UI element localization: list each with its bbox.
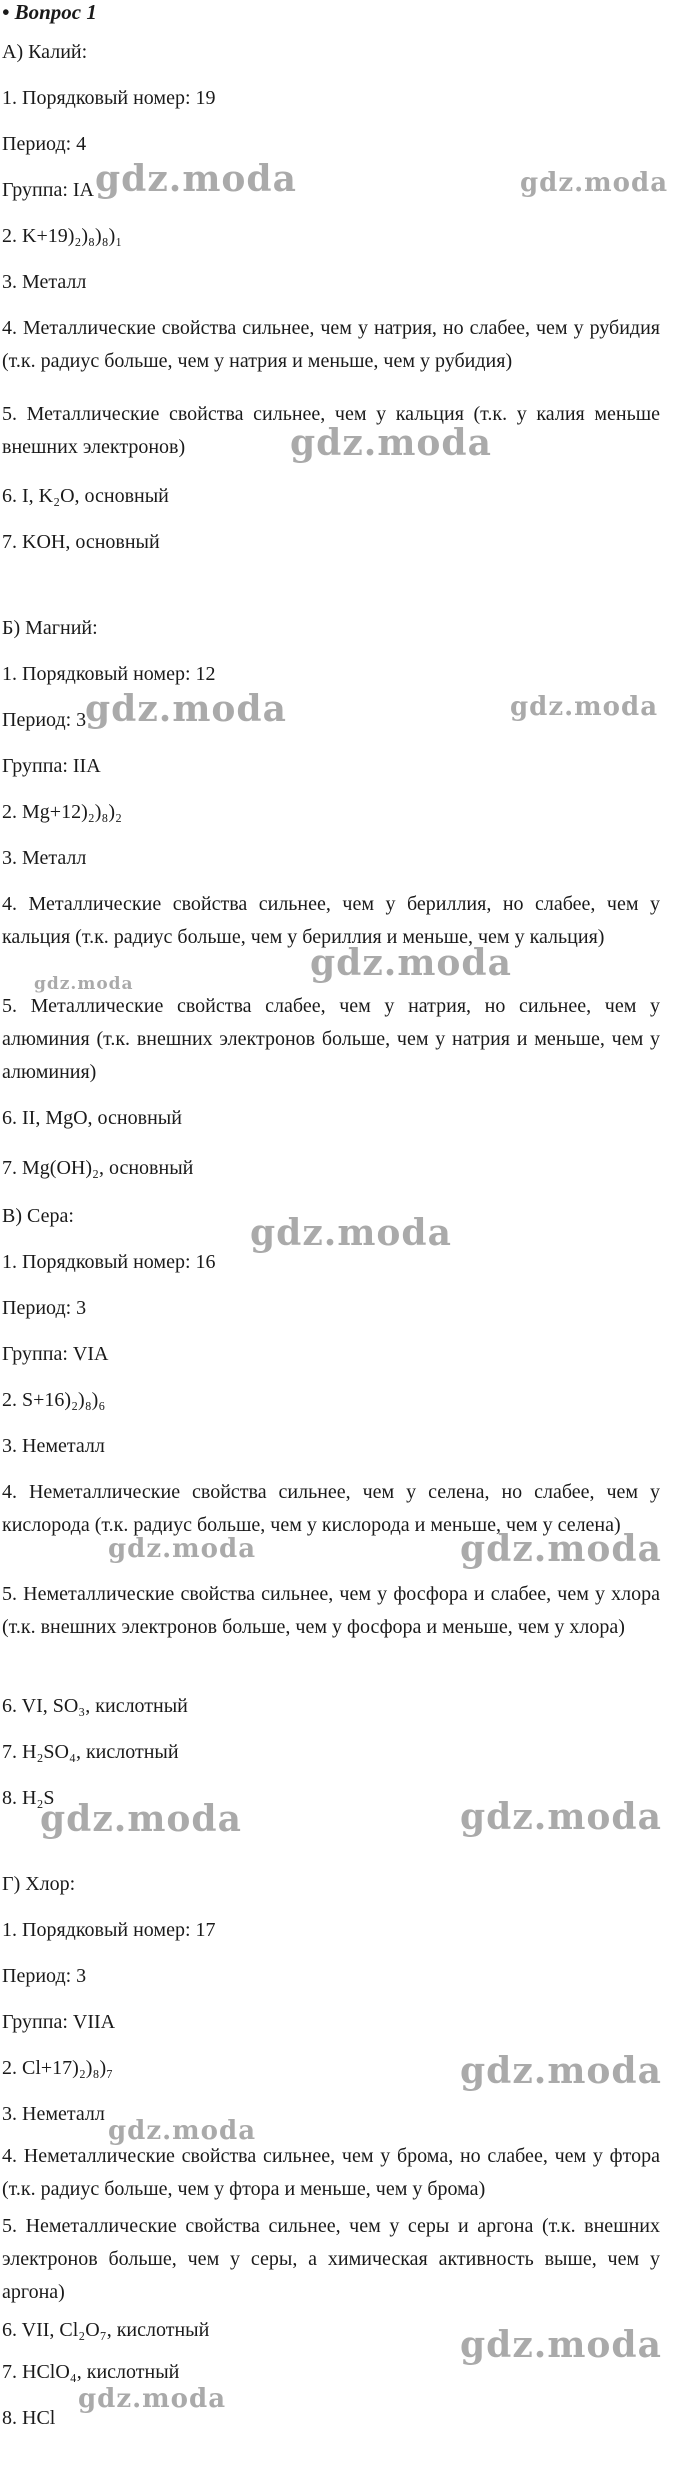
section-a-period: Период: 4 <box>2 133 87 155</box>
section-a-group-comparison: 4. Металлические свойства сильнее, чем у натрия, но слабее, чем у рубидия (т.к. радиус больше, чем у натрия и меньше, чем у рубидия) <box>2 317 660 372</box>
section-b-type: 3. Металл <box>2 847 87 869</box>
question-title: • Вопрос 1 <box>2 0 97 24</box>
watermark: gdz.moda <box>40 1798 242 1840</box>
section-d-acid: 7. HClO₄, кислотный <box>2 2361 180 2383</box>
section-a-period-comparison: 5. Металлические свойства сильнее, чем у кальция (т.к. у калия меньше внешних электронов) <box>2 403 660 458</box>
section-d-group: Группа: VIIA <box>2 2011 116 2033</box>
section-d-oxide: 6. VII, Cl₂O₇, кислотный <box>2 2319 210 2341</box>
section-c-atomic-number: 1. Порядковый номер: 16 <box>2 1251 216 1273</box>
section-c-type: 3. Неметалл <box>2 1435 105 1457</box>
section-c-hydride: 8. H₂S <box>2 1787 55 1809</box>
section-c-group: Группа: VIA <box>2 1343 109 1365</box>
section-b-period-comparison: 5. Металлические свойства слабее, чем у натрия, но сильнее, чем у алюминия (т.к. внешних электронов больше, чем у натрия и меньше, чем у алюминия) <box>2 995 660 1083</box>
watermark: gdz.moda <box>460 1528 662 1570</box>
watermark: gdz.moda <box>460 1796 662 1838</box>
section-b-header: Б) Магний: <box>2 617 98 639</box>
watermark: gdz.moda <box>95 158 297 200</box>
watermark: gdz.moda <box>85 688 287 730</box>
section-b-atomic-number: 1. Порядковый номер: 12 <box>2 663 216 685</box>
section-b-oxide: 6. II, MgO, основный <box>2 1107 182 1129</box>
watermark: gdz.moda <box>78 2384 227 2414</box>
section-d-group-comparison: 4. Неметаллические свойства сильнее, чем у брома, но слабее, чем у фтора (т.к. радиус больше, чем у фтора и меньше, чем у брома) <box>2 2145 660 2200</box>
section-c-acid: 7. H₂SO₄, кислотный <box>2 1741 179 1763</box>
section-a-oxide: 6. I, K₂O, основный <box>2 485 169 507</box>
watermark: gdz.moda <box>310 942 512 984</box>
section-c-period: Период: 3 <box>2 1297 87 1319</box>
section-a-atomic-number: 1. Порядковый номер: 19 <box>2 87 216 109</box>
section-b-electron-config: 2. Mg+12)₂)₈)₂ <box>2 801 122 823</box>
section-d-electron-config: 2. Cl+17)₂)₈)₇ <box>2 2057 114 2079</box>
section-b-group-comparison: 4. Металлические свойства сильнее, чем у бериллия, но слабее, чем у кальция (т.к. радиус больше, чем у бериллия и меньше, чем у кальция) <box>2 893 660 948</box>
watermark: gdz.moda <box>290 422 492 464</box>
section-a-header: А) Калий: <box>2 41 88 63</box>
section-a-group: Группа: IA <box>2 179 94 201</box>
section-a-type: 3. Металл <box>2 271 87 293</box>
section-d-header: Г) Хлор: <box>2 1873 76 1895</box>
watermark: gdz.moda <box>108 1534 257 1564</box>
section-a-electron-config: 2. K+19)₂)₈)₈)₁ <box>2 225 123 247</box>
watermark: gdz.moda <box>108 2116 257 2146</box>
watermark: gdz.moda <box>510 692 659 722</box>
section-d-hydride: 8. HCl <box>2 2407 56 2429</box>
section-d-type: 3. Неметалл <box>2 2103 105 2125</box>
section-d-atomic-number: 1. Порядковый номер: 17 <box>2 1919 216 1941</box>
section-a-hydroxide: 7. KOH, основный <box>2 531 160 553</box>
section-c-electron-config: 2. S+16)₂)₈)₆ <box>2 1389 106 1411</box>
section-c-header: В) Сера: <box>2 1205 74 1227</box>
section-c-oxide: 6. VI, SO₃, кислотный <box>2 1695 188 1717</box>
watermark: gdz.moda <box>34 974 134 994</box>
section-d-period-comparison: 5. Неметаллические свойства сильнее, чем у серы и аргона (т.к. внешних электронов больше, чем у серы, а химическая активность выше, чем у аргона) <box>2 2215 660 2303</box>
section-b-period: Период: 3 <box>2 709 87 731</box>
watermark: gdz.moda <box>250 1212 452 1254</box>
section-d-period: Период: 3 <box>2 1965 87 1987</box>
section-c-period-comparison: 5. Неметаллические свойства сильнее, чем у фосфора и слабее, чем у хлора (т.к. внешних электронов больше, чем у фосфора и меньше, чем у хлора) <box>2 1583 660 1638</box>
section-c-group-comparison: 4. Неметаллические свойства сильнее, чем у селена, но слабее, чем у кислорода (т.к. радиус больше, чем у кислорода и меньше, чем у селена) <box>2 1481 660 1536</box>
watermark: gdz.moda <box>460 2324 662 2366</box>
section-b-hydroxide: 7. Mg(OH)₂, основный <box>2 1157 194 1179</box>
watermark: gdz.moda <box>520 168 669 198</box>
section-b-group: Группа: IIA <box>2 755 101 777</box>
watermark: gdz.moda <box>460 2050 662 2092</box>
